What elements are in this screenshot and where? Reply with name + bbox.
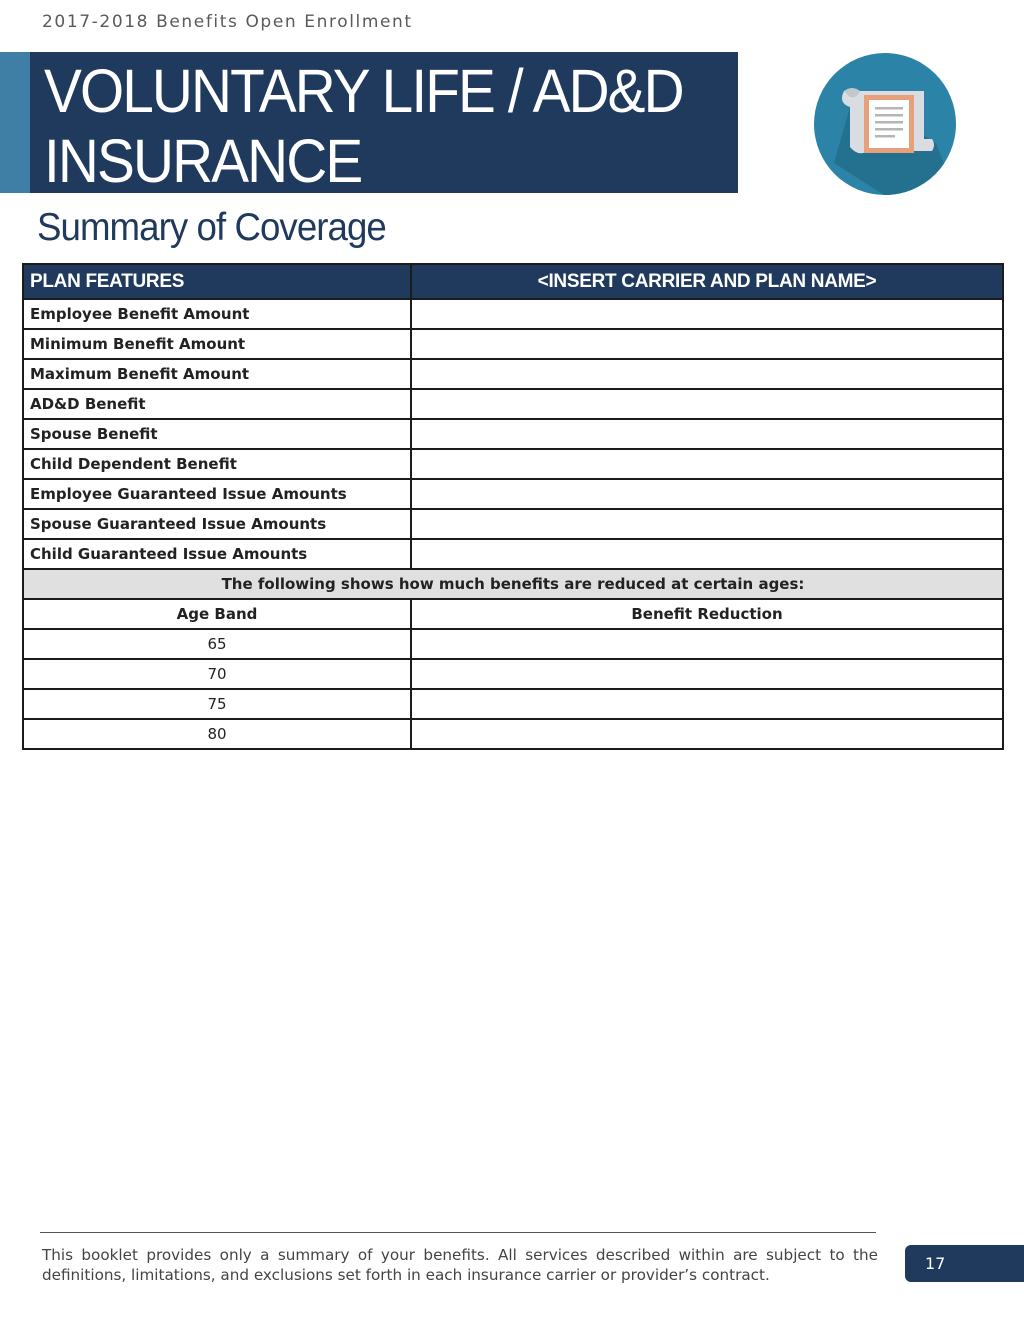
feature-label: Minimum Benefit Amount (23, 329, 411, 359)
table-row (23, 389, 1003, 419)
feature-label: Employee Benefit Amount (23, 299, 411, 329)
age-band-value: 65 (23, 629, 411, 659)
feature-value (411, 389, 1003, 419)
age-band-header: Age Band (23, 599, 411, 629)
table-row (23, 359, 1003, 389)
age-band-value: 80 (23, 719, 411, 749)
table-row (23, 719, 1003, 749)
page-number: 17 (925, 1254, 946, 1273)
benefit-reduction-value (411, 629, 1003, 659)
feature-value (411, 479, 1003, 509)
table-row (23, 479, 1003, 509)
document-scroll-icon (814, 53, 956, 195)
title-accent-bar (0, 52, 32, 193)
feature-label: Employee Guaranteed Issue Amounts (23, 479, 411, 509)
table-row (23, 539, 1003, 569)
table-row (23, 419, 1003, 449)
benefit-reduction-header: Benefit Reduction (411, 599, 1003, 629)
feature-label: AD&D Benefit (23, 389, 411, 419)
footer-disclaimer: This booklet provides only a summary of your benefits. All services described within are subject to the definitions, limitations, and exclusions set forth in each insurance carrier or provider’s contract. (42, 1246, 878, 1284)
page-title (44, 56, 683, 196)
feature-value (411, 539, 1003, 569)
table-row (23, 329, 1003, 359)
page-number-tab (905, 1245, 1024, 1282)
page-title-line-2: INSURANCE (44, 127, 362, 195)
benefit-reduction-value (411, 689, 1003, 719)
carrier-plan-header: <INSERT CARRIER AND PLAN NAME> (411, 264, 1003, 299)
feature-value (411, 329, 1003, 359)
age-band-value: 75 (23, 689, 411, 719)
coverage-table (22, 263, 1004, 750)
benefit-reduction-value (411, 719, 1003, 749)
table-row (23, 509, 1003, 539)
feature-label: Maximum Benefit Amount (23, 359, 411, 389)
feature-value (411, 509, 1003, 539)
plan-features-header: PLAN FEATURES (23, 264, 411, 299)
table-row (23, 659, 1003, 689)
reduction-note-row (23, 569, 1003, 599)
page-title-line-1: VOLUNTARY LIFE / AD&D (44, 57, 683, 125)
document-header-eyebrow: 2017-2018 Benefits Open Enrollment (42, 12, 413, 32)
table-row (23, 629, 1003, 659)
age-band-header-row (23, 599, 1003, 629)
age-band-value: 70 (23, 659, 411, 689)
feature-label: Child Guaranteed Issue Amounts (23, 539, 411, 569)
reduction-note: The following shows how much benefits are reduced at certain ages: (23, 569, 1003, 599)
table-header-row (23, 264, 1003, 299)
table-row (23, 449, 1003, 479)
feature-value (411, 359, 1003, 389)
table-row (23, 689, 1003, 719)
feature-label: Spouse Guaranteed Issue Amounts (23, 509, 411, 539)
section-subtitle: Summary of Coverage (37, 206, 386, 249)
table-row (23, 299, 1003, 329)
feature-value (411, 449, 1003, 479)
feature-label: Child Dependent Benefit (23, 449, 411, 479)
feature-value (411, 299, 1003, 329)
feature-value (411, 419, 1003, 449)
feature-label: Spouse Benefit (23, 419, 411, 449)
benefit-reduction-value (411, 659, 1003, 689)
footer-divider (40, 1232, 876, 1233)
